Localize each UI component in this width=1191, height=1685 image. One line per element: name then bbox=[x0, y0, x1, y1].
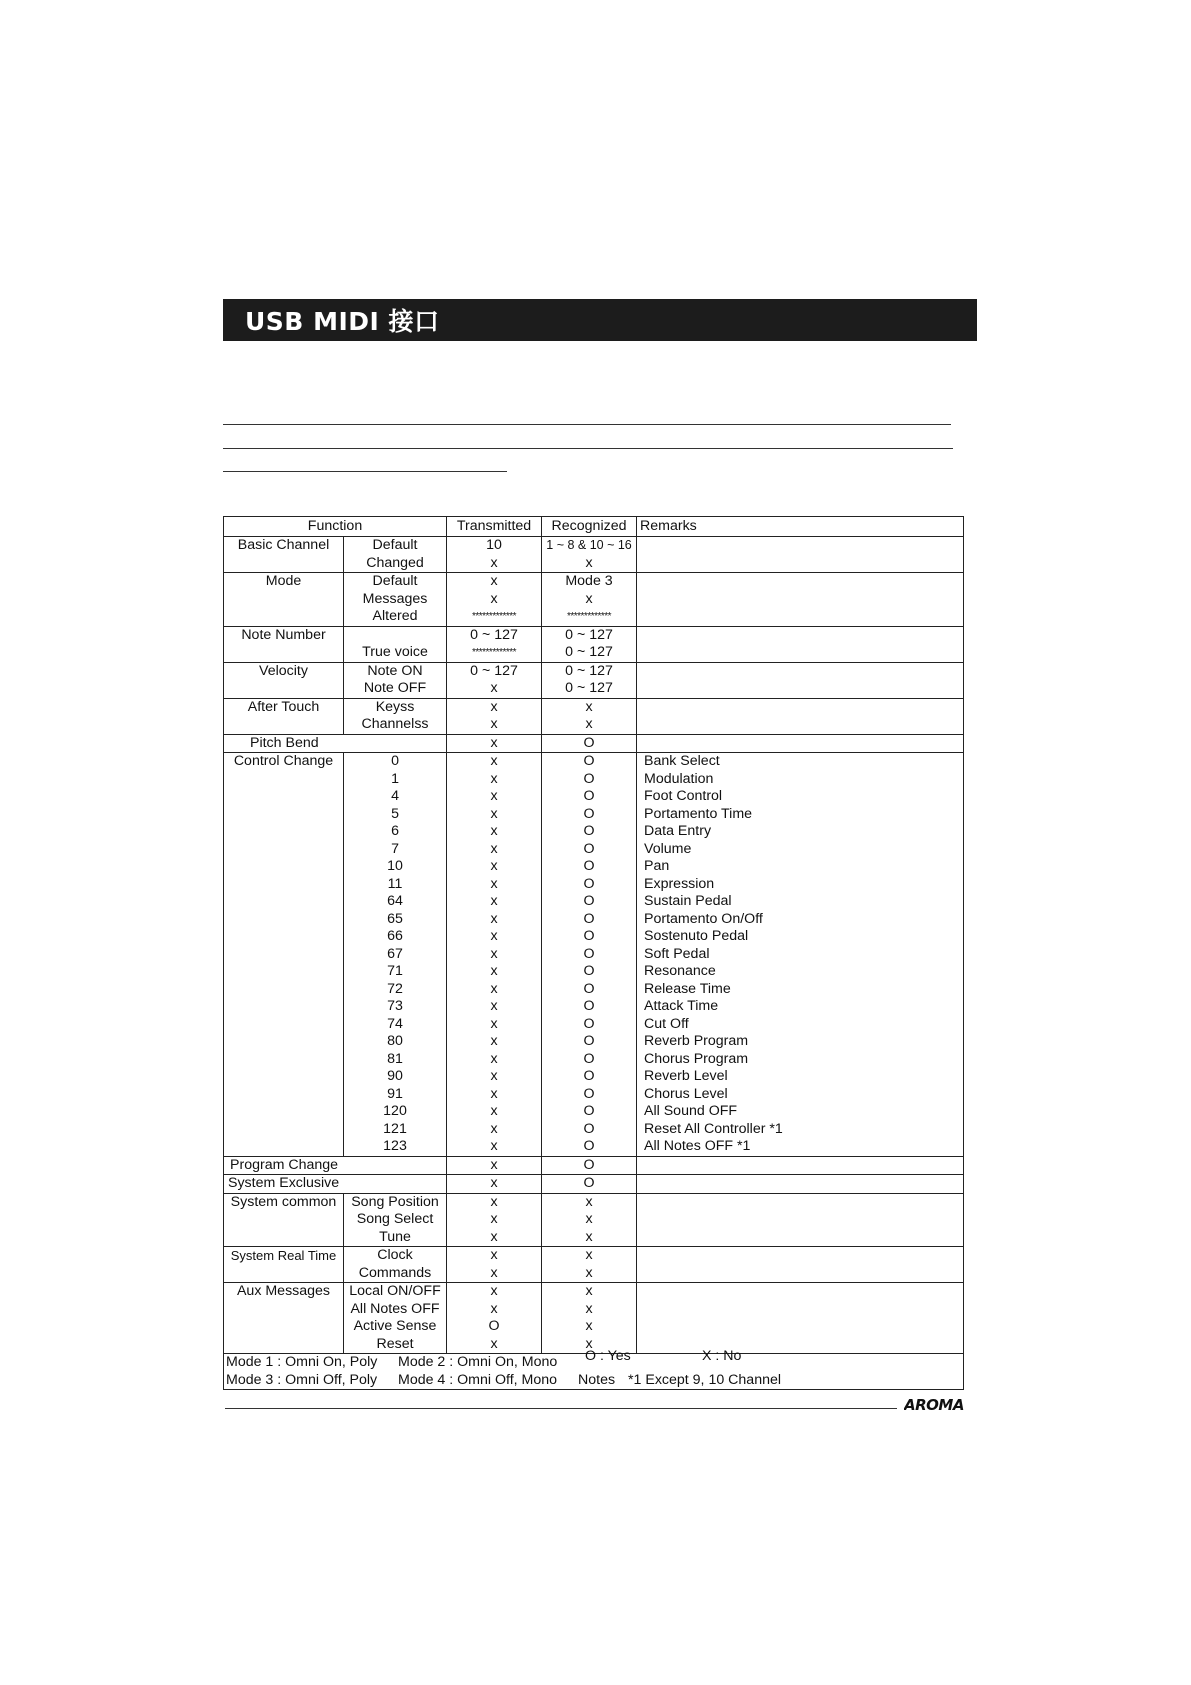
midi-implementation-chart bbox=[223, 516, 964, 1390]
remark-text: Cut Off bbox=[644, 1015, 689, 1032]
table-row bbox=[224, 1193, 964, 1247]
transmitted-value: x bbox=[490, 858, 498, 874]
function-name: System Exclusive bbox=[228, 1175, 340, 1191]
transmitted-value: x bbox=[490, 1175, 498, 1191]
remark-text: Modulation bbox=[644, 770, 714, 787]
transmitted-value: x bbox=[490, 840, 498, 857]
transmitted-value: x bbox=[490, 963, 498, 979]
recognized-value: O bbox=[583, 788, 595, 804]
control-number: 67 bbox=[387, 945, 403, 962]
recognized-value: O bbox=[583, 998, 595, 1014]
footer-mode1: Mode 1 : Omni On, Poly bbox=[226, 1354, 378, 1370]
recognized-value: x bbox=[585, 1335, 593, 1352]
function-sub bbox=[344, 627, 446, 645]
transmitted-value: x bbox=[490, 1211, 498, 1227]
transmitted-value: x bbox=[490, 1156, 498, 1173]
control-number: 65 bbox=[387, 910, 403, 927]
recognized-value: 0 ~ 127 bbox=[565, 626, 613, 643]
recognized-value: x bbox=[585, 1228, 593, 1245]
footer-mode2: Mode 2 : Omni On, Mono bbox=[398, 1354, 558, 1370]
transmitted-value: x bbox=[490, 716, 498, 732]
table-row bbox=[224, 626, 964, 662]
header-transmitted: Transmitted bbox=[447, 517, 542, 537]
footer-line-2 bbox=[226, 1372, 961, 1390]
function-name: After Touch bbox=[247, 698, 320, 715]
transmitted-value: x bbox=[490, 910, 498, 927]
recognized-value: O bbox=[583, 928, 595, 944]
section-title: USB MIDI 接口 bbox=[245, 307, 440, 336]
function-sub: Changed bbox=[366, 554, 424, 571]
transmitted-value: x bbox=[490, 770, 498, 787]
control-number: 120 bbox=[383, 1103, 407, 1119]
footer-no: X : No bbox=[702, 1348, 742, 1364]
table-row bbox=[224, 662, 964, 698]
recognized-value: 0 ~ 127 bbox=[565, 680, 613, 696]
recognized-value: Mode 3 bbox=[565, 573, 613, 589]
transmitted-value: x bbox=[490, 1283, 498, 1299]
function-sub: Active Sense bbox=[353, 1318, 437, 1334]
header-function: Function bbox=[224, 517, 447, 537]
control-number: 64 bbox=[387, 893, 403, 909]
recognized-value: ************* bbox=[566, 611, 612, 622]
control-number: 121 bbox=[383, 1120, 407, 1137]
remark-text: Volume bbox=[644, 840, 692, 857]
recognized-value: x bbox=[585, 1193, 593, 1210]
table-row bbox=[224, 1156, 964, 1175]
function-sub: Altered bbox=[372, 608, 418, 624]
transmitted-value: x bbox=[490, 734, 498, 751]
transmitted-value: x bbox=[490, 893, 498, 909]
recognized-value: O bbox=[583, 945, 595, 962]
table-row bbox=[224, 1175, 964, 1194]
remark-text: Data Entry bbox=[644, 823, 712, 839]
recognized-value: 0 ~ 127 bbox=[565, 644, 613, 660]
transmitted-value: x bbox=[490, 998, 498, 1014]
transmitted-value: x bbox=[490, 1050, 498, 1067]
recognized-value: O bbox=[583, 1175, 595, 1191]
table-header-row bbox=[224, 517, 964, 537]
logo-text: AROMA bbox=[904, 1396, 964, 1413]
remark-text: Chorus Program bbox=[644, 1050, 749, 1067]
remark-text: Sostenuto Pedal bbox=[644, 928, 749, 944]
function-sub: True voice bbox=[362, 644, 428, 660]
function-sub: Channelss bbox=[361, 716, 429, 732]
transmitted-value: 10 bbox=[486, 537, 502, 553]
function-sub: Note OFF bbox=[363, 680, 427, 696]
function-name: Mode bbox=[265, 573, 302, 589]
control-number: 5 bbox=[391, 805, 399, 822]
control-transmitted bbox=[447, 753, 542, 1157]
table-row bbox=[224, 1283, 964, 1354]
writing-line-3 bbox=[223, 471, 507, 472]
function-sub: Local ON/OFF bbox=[349, 1283, 441, 1299]
transmitted-value: x bbox=[490, 805, 498, 822]
remark-text: Expression bbox=[644, 875, 715, 892]
table-row bbox=[224, 753, 964, 1157]
footer-yes: O : Yes bbox=[585, 1348, 631, 1364]
control-remarks bbox=[637, 753, 964, 1157]
recognized-value: O bbox=[583, 1156, 595, 1173]
aroma-logo bbox=[904, 1395, 966, 1413]
recognized-value: 1 ~ 8 & 10 ~ 16 bbox=[546, 538, 632, 552]
recognized-value: O bbox=[583, 980, 595, 997]
table-row bbox=[224, 734, 964, 753]
table-row bbox=[224, 698, 964, 734]
function-name: Note Number bbox=[241, 626, 326, 643]
transmitted-value: x bbox=[490, 573, 498, 589]
remark-text: Resonance bbox=[644, 963, 716, 979]
recognized-value: O bbox=[583, 805, 595, 822]
transmitted-value: 0 ~ 127 bbox=[470, 662, 518, 679]
control-number: 6 bbox=[391, 823, 399, 839]
footer-note1: *1 Except 9, 10 Channel bbox=[628, 1371, 782, 1388]
control-number: 7 bbox=[391, 840, 399, 857]
transmitted-value: ************* bbox=[471, 647, 517, 658]
function-name: Pitch Bend bbox=[250, 734, 319, 751]
section-header bbox=[223, 299, 977, 341]
remark-text: Portamento Time bbox=[644, 805, 753, 822]
table-row bbox=[224, 1247, 964, 1283]
recognized-value: x bbox=[585, 716, 593, 732]
recognized-value: O bbox=[583, 1120, 595, 1137]
recognized-value: x bbox=[585, 698, 593, 715]
function-name: Program Change bbox=[230, 1156, 339, 1173]
transmitted-value: x bbox=[490, 753, 498, 769]
recognized-value: O bbox=[583, 963, 595, 979]
function-sub: Reset bbox=[376, 1335, 414, 1352]
recognized-value: 0 ~ 127 bbox=[565, 662, 613, 679]
control-number: 0 bbox=[391, 753, 399, 769]
control-numbers bbox=[344, 753, 447, 1157]
transmitted-value: x bbox=[490, 1138, 498, 1154]
transmitted-value: ************* bbox=[471, 611, 517, 622]
transmitted-value: x bbox=[490, 945, 498, 962]
remark-text: Sustain Pedal bbox=[644, 893, 732, 909]
control-recognized bbox=[542, 753, 637, 1157]
recognized-value: O bbox=[583, 875, 595, 892]
table-row bbox=[224, 537, 964, 573]
recognized-value: O bbox=[583, 858, 595, 874]
function-sub: Default bbox=[372, 537, 418, 553]
remark-text: All Notes OFF *1 bbox=[644, 1138, 751, 1154]
recognized-value: x bbox=[585, 1264, 593, 1281]
transmitted-value: x bbox=[490, 928, 498, 944]
control-number: 74 bbox=[387, 1015, 403, 1032]
function-sub: All Notes OFF bbox=[350, 1300, 440, 1317]
recognized-value: O bbox=[583, 1103, 595, 1119]
remark-text: Foot Control bbox=[644, 788, 723, 804]
transmitted-value: x bbox=[490, 1103, 498, 1119]
recognized-value: x bbox=[585, 1247, 593, 1263]
function-sub: Default bbox=[372, 573, 418, 589]
recognized-value: x bbox=[585, 1283, 593, 1299]
remark-text: Reverb Level bbox=[644, 1068, 728, 1084]
header-recognized: Recognized bbox=[542, 517, 637, 537]
function-sub: Messages bbox=[362, 590, 428, 607]
remark-text: Bank Select bbox=[644, 753, 720, 769]
function-sub: Tune bbox=[379, 1228, 411, 1245]
remark-text: All Sound OFF bbox=[644, 1103, 738, 1119]
control-number: 66 bbox=[387, 928, 403, 944]
function-name: Aux Messages bbox=[236, 1283, 331, 1299]
table-row bbox=[224, 573, 964, 627]
transmitted-value: x bbox=[490, 823, 498, 839]
recognized-value: x bbox=[585, 1300, 593, 1317]
transmitted-value: x bbox=[490, 1120, 498, 1137]
recognized-value: O bbox=[583, 1068, 595, 1084]
transmitted-value: x bbox=[490, 788, 498, 804]
recognized-value: O bbox=[583, 734, 595, 751]
recognized-value: O bbox=[583, 753, 595, 769]
recognized-value: O bbox=[583, 910, 595, 927]
recognized-value: x bbox=[585, 554, 593, 571]
transmitted-value: x bbox=[490, 1335, 498, 1352]
control-number: 80 bbox=[387, 1033, 403, 1049]
control-number: 10 bbox=[387, 858, 403, 874]
recognized-value: O bbox=[583, 770, 595, 787]
function-sub: Song Select bbox=[356, 1211, 434, 1227]
recognized-value: O bbox=[583, 1050, 595, 1067]
function-name: Velocity bbox=[259, 662, 308, 679]
transmitted-value: O bbox=[488, 1318, 500, 1334]
recognized-value: x bbox=[585, 1211, 593, 1227]
control-number: 123 bbox=[383, 1138, 407, 1154]
transmitted-value: x bbox=[490, 554, 498, 571]
footer-notes: Notes bbox=[578, 1371, 616, 1388]
recognized-value: O bbox=[583, 1033, 595, 1049]
transmitted-value: x bbox=[490, 1085, 498, 1102]
recognized-value: O bbox=[583, 1015, 595, 1032]
recognized-value: x bbox=[585, 590, 593, 607]
control-number: 73 bbox=[387, 998, 403, 1014]
recognized-value: O bbox=[583, 1138, 595, 1154]
recognized-value: x bbox=[585, 1318, 593, 1334]
remark-text: Pan bbox=[644, 858, 670, 874]
transmitted-value: x bbox=[490, 1015, 498, 1032]
remark-text: Chorus Level bbox=[644, 1085, 728, 1102]
transmitted-value: x bbox=[490, 1228, 498, 1245]
control-number: 91 bbox=[387, 1085, 403, 1102]
remark-text: Reset All Controller *1 bbox=[644, 1120, 783, 1137]
function-name: Basic Channel bbox=[237, 537, 330, 553]
control-number: 72 bbox=[387, 980, 403, 997]
transmitted-value: x bbox=[490, 680, 498, 696]
remark-text: Release Time bbox=[644, 980, 731, 997]
function-name: Control Change bbox=[233, 753, 334, 769]
writing-line-2 bbox=[223, 448, 953, 449]
transmitted-value: x bbox=[490, 875, 498, 892]
transmitted-value: x bbox=[490, 1068, 498, 1084]
transmitted-value: x bbox=[490, 1300, 498, 1317]
transmitted-value: x bbox=[490, 590, 498, 607]
transmitted-value: x bbox=[490, 698, 498, 715]
footer-mode3: Mode 3 : Omni Off, Poly bbox=[226, 1371, 378, 1388]
control-number: 90 bbox=[387, 1068, 403, 1084]
transmitted-value: x bbox=[490, 1033, 498, 1049]
remark-text: Portamento On/Off bbox=[644, 910, 763, 927]
function-sub: Keyss bbox=[375, 698, 415, 715]
recognized-value: O bbox=[583, 840, 595, 857]
footer-rule bbox=[225, 1408, 897, 1409]
remark-text: Attack Time bbox=[644, 998, 719, 1014]
function-sub: Clock bbox=[377, 1247, 413, 1263]
transmitted-value: x bbox=[490, 1247, 498, 1263]
control-number: 81 bbox=[387, 1050, 403, 1067]
recognized-value: O bbox=[583, 823, 595, 839]
function-sub: Commands bbox=[358, 1264, 432, 1281]
writing-line-1 bbox=[223, 424, 951, 425]
transmitted-value: x bbox=[490, 1264, 498, 1281]
control-number: 11 bbox=[387, 875, 403, 892]
control-number: 1 bbox=[391, 770, 399, 787]
recognized-value: O bbox=[583, 893, 595, 909]
remark-text: Soft Pedal bbox=[644, 945, 710, 962]
control-number: 71 bbox=[387, 963, 403, 979]
function-name: System Real Time bbox=[230, 1248, 337, 1263]
function-sub: Song Position bbox=[351, 1193, 439, 1210]
transmitted-value: 0 ~ 127 bbox=[470, 626, 518, 643]
transmitted-value: x bbox=[490, 980, 498, 997]
transmitted-value: x bbox=[490, 1193, 498, 1210]
remark-text: Reverb Program bbox=[644, 1033, 749, 1049]
footer-mode4: Mode 4 : Omni Off, Mono bbox=[398, 1371, 558, 1388]
control-number: 4 bbox=[391, 788, 399, 804]
function-name: System common bbox=[230, 1193, 337, 1210]
recognized-value: O bbox=[583, 1085, 595, 1102]
header-remarks: Remarks bbox=[637, 517, 964, 537]
function-sub: Note ON bbox=[367, 662, 423, 679]
